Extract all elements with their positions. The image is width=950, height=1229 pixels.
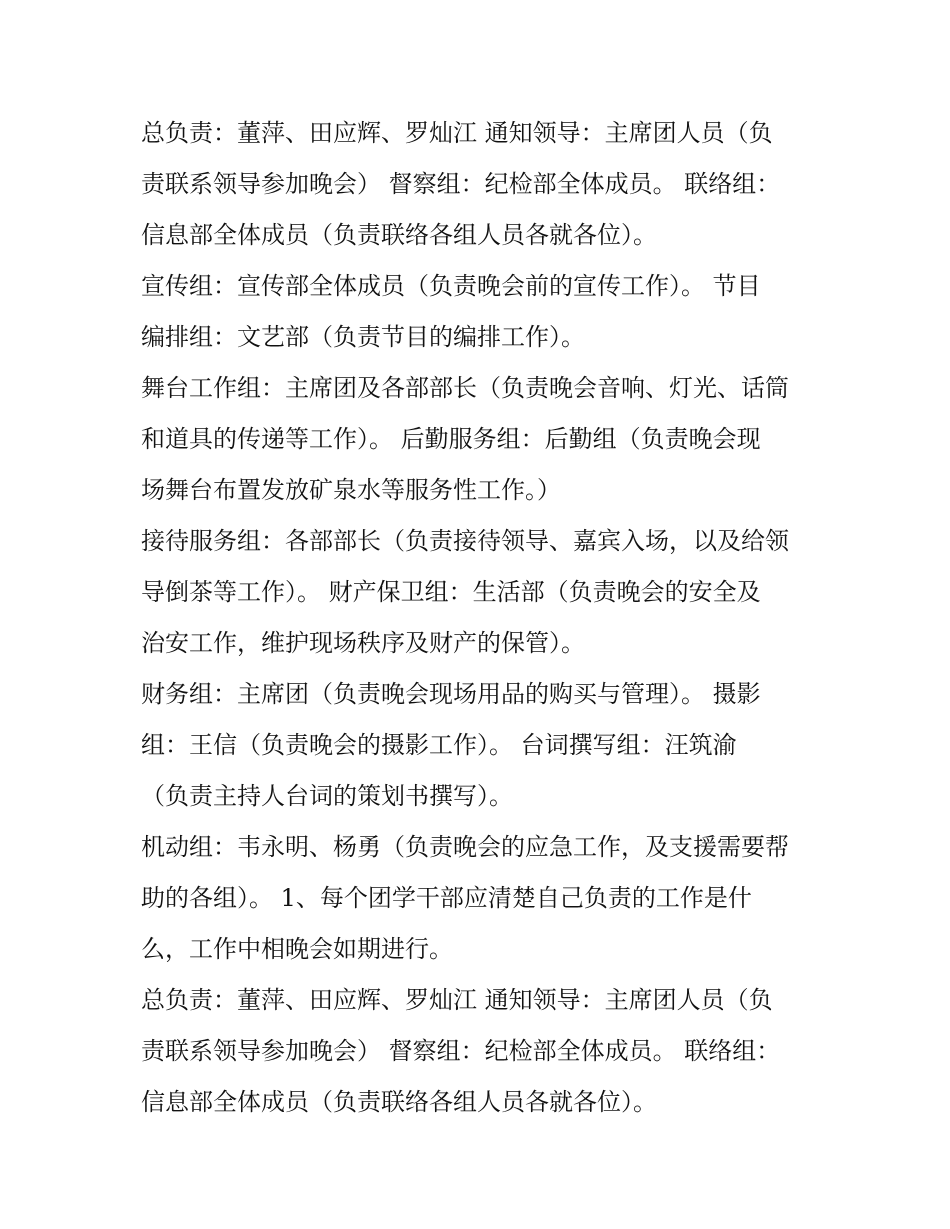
text-line: 舞台工作组：主席团及各部部长（负责晚会音响、灯光、话筒 [141,374,789,402]
text-line: 组：王信（负责晚会的摄影工作）。 台词撰写组：汪筑渝 [141,731,737,759]
text-line: 总负责：董萍、田应辉、罗灿江 通知领导：主席团人员（负 [141,119,773,147]
text-line: 宣传组：宣传部全体成员（负责晚会前的宣传工作）。 节目 [141,272,761,300]
text-line: 信息部全体成员（负责联络各组人员各就各位）。 [141,221,657,249]
paragraph-reception [141,516,821,669]
document-body [141,108,821,1128]
text-line: 机动组：韦永明、杨勇（负责晚会的应急工作，及支援需要帮 [141,833,789,861]
text-line: 信息部全体成员（负责联络各组人员各就各位）。 [141,1088,657,1116]
text-line: 么，工作中相晚会如期进行。 [141,935,453,963]
text-line: （负责主持人台词的策划书撰写）。 [141,782,513,810]
paragraph-finance [141,669,821,822]
paragraph-publicity [141,261,821,363]
text-line: 接待服务组：各部部长（负责接待领导、嘉宾入场，以及给领 [141,527,789,555]
text-line: 财务组：主席团（负责晚会现场用品的购买与管理）。 摄影 [141,680,761,708]
text-line: 助的各组）。 1、每个团学干部应清楚自己负责的工作是什 [141,884,752,912]
paragraph-stage-work [141,363,821,516]
text-line: 导倒茶等工作）。 财产保卫组：生活部（负责晚会的安全及 [141,578,761,606]
text-line: 责联系领导参加晚会） 督察组：纪检部全体成员。 联络组： [141,170,781,198]
text-line: 和道具的传递等工作）。 后勤服务组：后勤组（负责晚会现 [141,425,761,453]
text-line: 编排组：文艺部（负责节目的编排工作）。 [141,323,585,351]
text-line: 治安工作，维护现场秩序及财产的保管）。 [141,629,585,657]
paragraph-organization-1 [141,108,821,261]
text-line: 责联系领导参加晚会） 督察组：纪检部全体成员。 联络组： [141,1037,781,1065]
paragraph-organization-2 [141,975,821,1128]
text-line: 总负责：董萍、田应辉、罗灿江 通知领导：主席团人员（负 [141,986,773,1014]
text-line: 场舞台布置发放矿泉水等服务性工作。） [141,476,561,504]
paragraph-mobile-team [141,822,821,975]
